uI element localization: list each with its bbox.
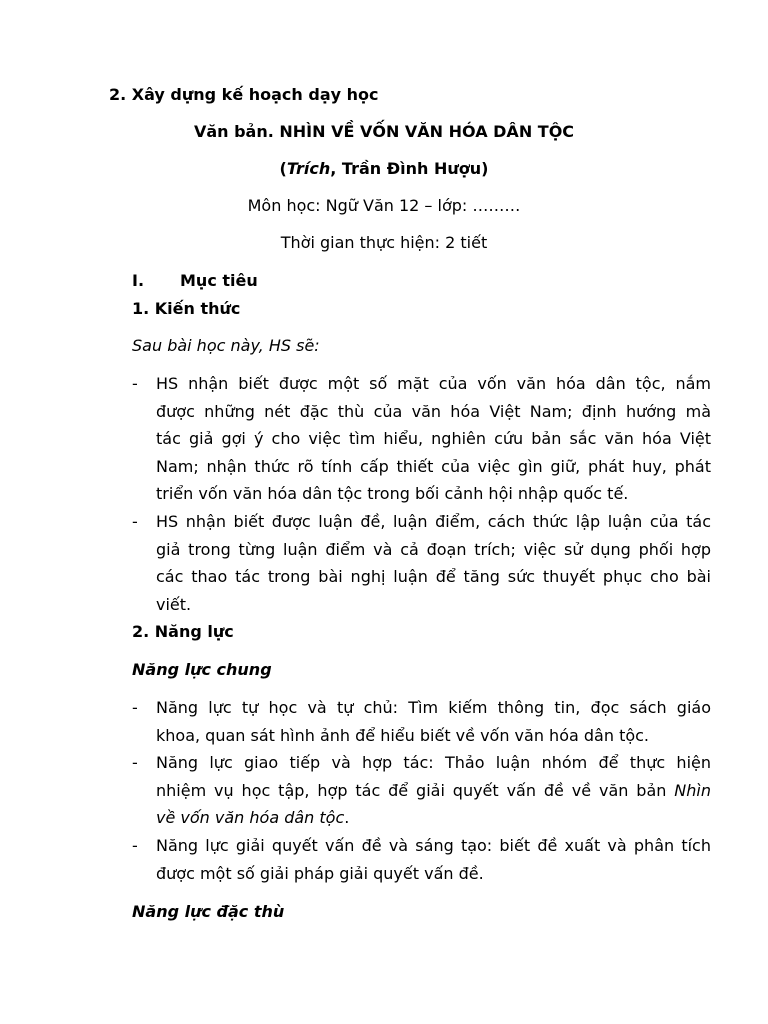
bullet-dash: -	[132, 512, 138, 531]
paragraph-line: được một số giải pháp giải quyết vấn đề.	[156, 863, 484, 883]
text-title: Văn bản. NHÌN VỀ VỐN VĂN HÓA DÂN TỘC	[193, 122, 575, 141]
knowledge-heading: 1. Kiến thức	[132, 299, 241, 318]
general-competency-heading: Năng lực chung	[132, 660, 272, 679]
paragraph-line: Năng lực giải quyết vấn đề và sáng tạo: biết đề xuất và phân tích	[156, 836, 711, 855]
paragraph-line: triển vốn văn hóa dân tộc trong bối cảnh hội nhập quốc tế.	[156, 484, 629, 504]
paragraph-line: tác giả gợi ý cho việc tìm hiểu, nghiên cứu bản sắc văn hóa Việt	[156, 429, 711, 449]
section-heading: 2. Xây dựng kế hoạch dạy học	[109, 85, 379, 104]
paragraph-line: Năng lực tự học và tự chủ: Tìm kiếm thông tin, đọc sách giáo	[156, 698, 711, 717]
paragraph-line: viết.	[156, 594, 192, 614]
paragraph-line: Nam; nhận thức rõ tính cấp thiết của việc gìn giữ, phát huy, phát	[156, 456, 711, 476]
bullet-dash: -	[132, 374, 138, 393]
subject-line: Môn học: Ngữ Văn 12 – lớp: ………	[247, 196, 521, 215]
roman-numeral: I.	[132, 271, 145, 290]
paragraph-line: Năng lực giao tiếp và hợp tác: Thảo luận nhóm để thực hiện	[156, 753, 711, 772]
bullet-dash: -	[132, 698, 138, 717]
general-bullet-2	[156, 749, 711, 832]
knowledge-bullet-1	[156, 370, 711, 508]
line-end: .	[344, 808, 350, 828]
paragraph-line: khoa, quan sát hình ảnh để hiểu biết về vốn văn hóa dân tộc.	[156, 725, 650, 745]
knowledge-bullet-2	[156, 508, 711, 618]
paragraph-line: HS nhận biết được một số mặt của vốn văn hóa dân tộc, nắm	[156, 374, 711, 393]
general-bullet-1	[156, 694, 711, 749]
paragraph-line: HS nhận biết được luận đề, luận điểm, cách thức lập luận của tác	[156, 512, 711, 531]
source-open: (	[279, 159, 287, 178]
line-text: nhiệm vụ học tập, hợp tác để giải quyết vấn đề về văn bản	[156, 780, 675, 800]
bullet-dash: -	[132, 753, 138, 772]
paragraph-line	[156, 804, 711, 832]
source-author: , Trần Đình Hượu)	[330, 159, 489, 178]
paragraph-line: các thao tác trong bài nghị luận để tăng sức thuyết phục cho bài	[156, 567, 711, 587]
bullet-dash: -	[132, 836, 138, 855]
intro-line: Sau bài học này, HS sẽ:	[132, 336, 320, 355]
paragraph-line: được những nét đặc thù của văn hóa Việt Nam; định hướng mà	[156, 401, 711, 421]
text-title-ref: về vốn văn hóa dân tộc	[156, 808, 345, 828]
general-bullet-3	[156, 832, 711, 887]
source-line	[0, 159, 768, 179]
duration-line: Thời gian thực hiện: 2 tiết	[280, 233, 488, 252]
source-italic: Trích	[286, 159, 331, 178]
specific-competency-heading: Năng lực đặc thù	[132, 902, 285, 921]
paragraph-line: giả trong từng luận điểm và cả đoạn trích; việc sử dụng phối hợp	[156, 539, 711, 559]
objectives-title: Mục tiêu	[180, 271, 258, 290]
paragraph-line	[156, 777, 711, 805]
competency-heading: 2. Năng lực	[132, 622, 234, 641]
text-title-ref: Nhìn	[674, 780, 711, 800]
